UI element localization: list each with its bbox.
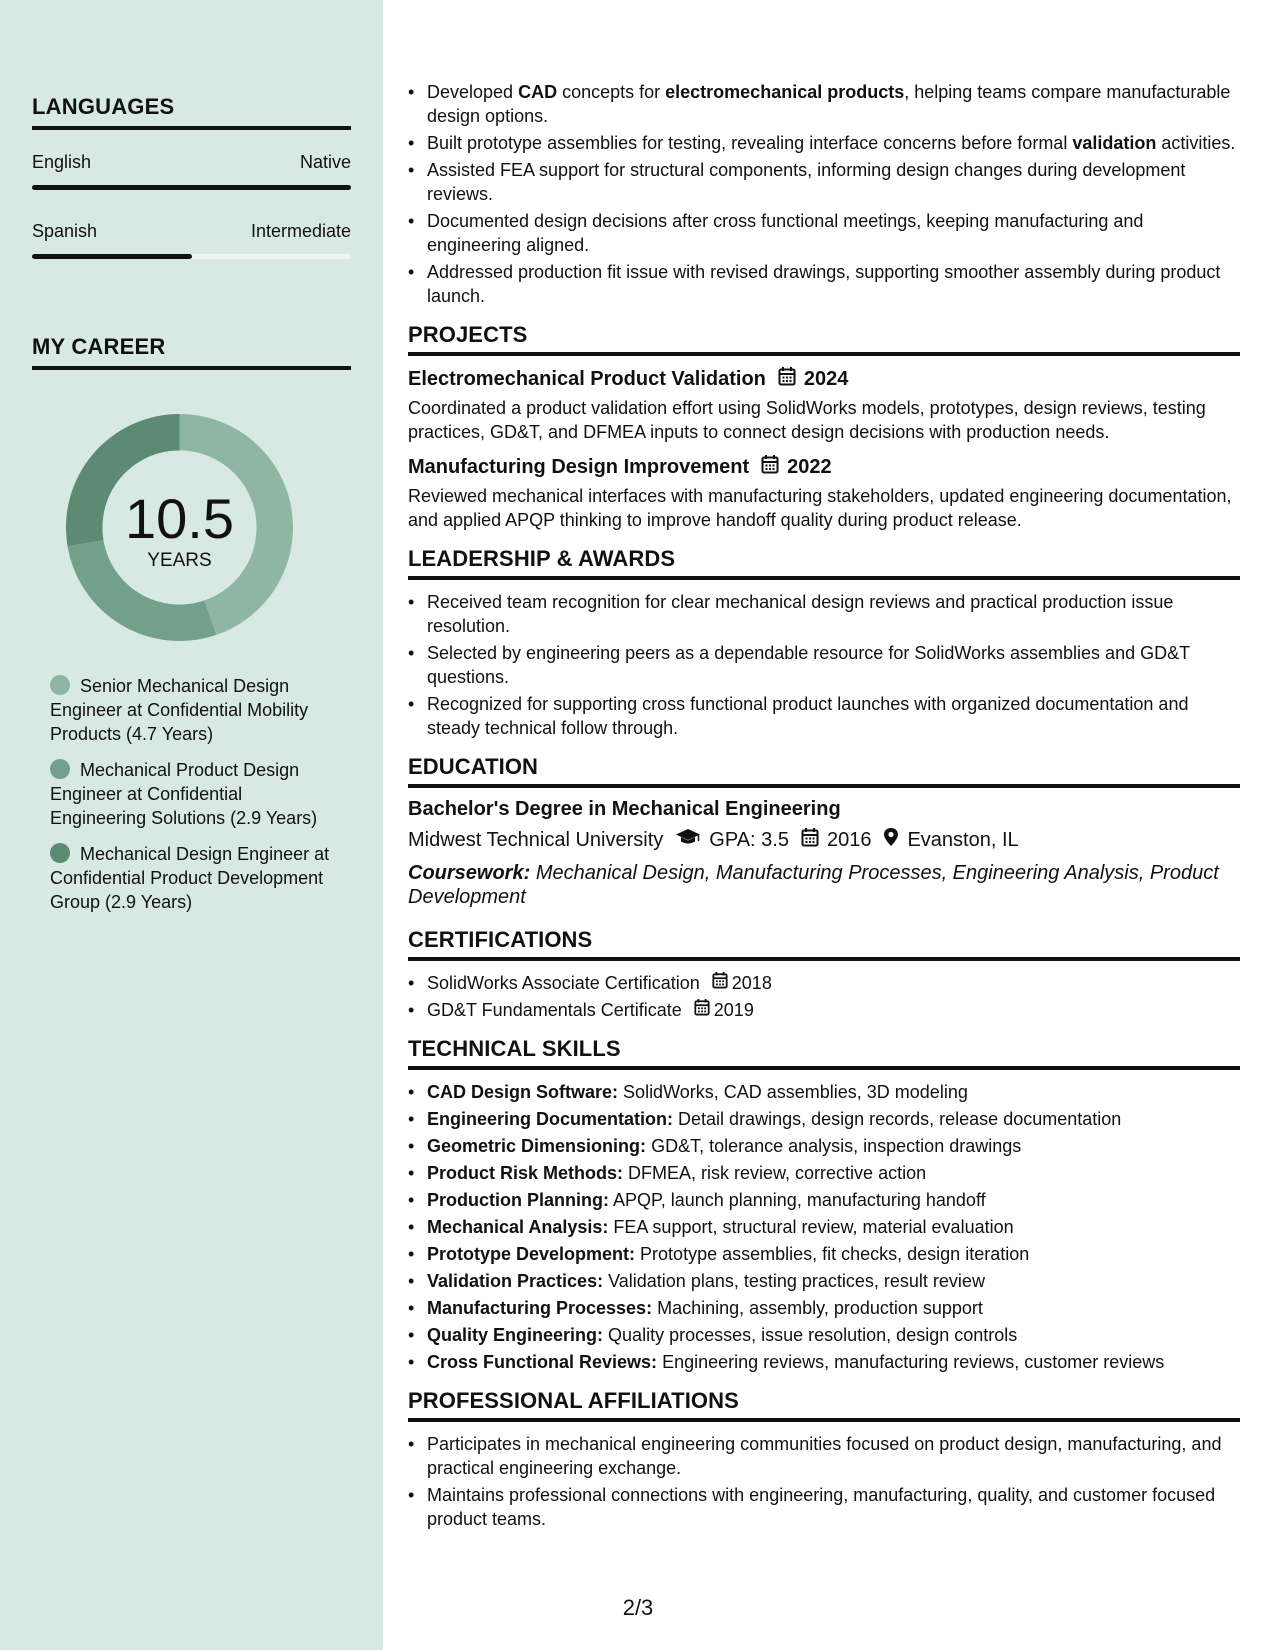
main-content xyxy=(408,80,1240,1534)
skill-label: Cross Functional Reviews: xyxy=(427,1352,658,1372)
career-item xyxy=(50,758,340,830)
career-item-text: Mechanical Product Design Engineer at Confidential Engineering Solutions (2.9 Years) xyxy=(50,760,318,828)
education-school: Midwest Technical University xyxy=(408,828,664,851)
experience-bullet xyxy=(408,80,1240,128)
skill-label: CAD Design Software: xyxy=(427,1082,619,1102)
skill-value: Engineering reviews, manufacturing reviews, customer reviews xyxy=(662,1352,1165,1372)
skill-label: Manufacturing Processes: xyxy=(427,1298,653,1318)
bullet-text: Addressed production fit issue with revised drawings, supporting smoother assembly during product launch. xyxy=(427,262,1221,306)
bullet-bold-text: CAD xyxy=(518,82,558,102)
education-coursework xyxy=(408,861,1240,909)
leadership-item: • Selected by engineering peers as a dependable resource for SolidWorks assemblies and GD&T questions. xyxy=(408,641,1240,689)
certifications-heading: CERTIFICATIONS xyxy=(408,927,1240,961)
skill-label: Geometric Dimensioning: xyxy=(427,1136,647,1156)
career-total-years: 10.5 xyxy=(125,487,234,550)
language-level: Native xyxy=(299,152,351,172)
page-number: 2/3 xyxy=(622,1595,654,1620)
skill-label: Prototype Development: xyxy=(427,1244,636,1264)
skill-value: GD&T, tolerance analysis, inspection drawings xyxy=(651,1136,1022,1156)
project-description: Reviewed mechanical interfaces with manufacturing stakeholders, updated engineering documentation, and applied APQP thinking to improve handoff quality during product release. xyxy=(408,486,1232,530)
bullet-text: Assisted FEA support for structural components, informing design changes during development reviews. xyxy=(427,160,1186,204)
calendar-icon xyxy=(761,454,779,480)
project-year: 2022 xyxy=(787,455,832,478)
affiliations-list xyxy=(408,1432,1240,1531)
bullet-text: Developed xyxy=(427,82,519,102)
coursework-text: Mechanical Design, Manufacturing Processes, Engineering Analysis, Product Development xyxy=(408,862,1219,908)
project-title xyxy=(408,454,1240,480)
skill-item xyxy=(408,1269,1240,1293)
leadership-item: • Recognized for supporting cross functional product launches with organized documentation and steady technical follow through. xyxy=(408,692,1240,740)
certification-year: 2018 xyxy=(731,973,772,993)
education-year: 2016 xyxy=(826,828,872,851)
language-spanish xyxy=(32,221,351,259)
experience-bullet xyxy=(408,158,1240,206)
skill-label: Product Risk Methods: xyxy=(427,1163,624,1183)
calendar-icon xyxy=(778,366,796,392)
skills-list xyxy=(408,1080,1240,1374)
coursework-label: Coursework: xyxy=(408,862,531,884)
career-donut-chart xyxy=(66,414,293,641)
calendar-icon xyxy=(694,998,710,1022)
skill-item xyxy=(408,1161,1240,1185)
skill-item xyxy=(408,1350,1240,1374)
language-proficiency-fill xyxy=(32,185,351,190)
skill-label: Production Planning: xyxy=(427,1190,609,1210)
bullet-text: activities. xyxy=(1156,133,1236,153)
graduation-cap-icon xyxy=(675,828,701,852)
skills-heading: TECHNICAL SKILLS xyxy=(408,1036,1240,1070)
languages-heading: LANGUAGES xyxy=(32,94,351,130)
bullet-text: Built prototype assemblies for testing, revealing interface concerns before formal xyxy=(427,133,1073,153)
certification-year: 2019 xyxy=(713,1000,754,1020)
language-proficiency-bar xyxy=(32,185,351,190)
sidebar xyxy=(0,0,383,1650)
career-list xyxy=(50,674,340,926)
skill-label: Mechanical Analysis: xyxy=(427,1217,609,1237)
project-title xyxy=(408,366,1240,392)
career-years-label: YEARS xyxy=(147,550,212,571)
language-name: Spanish xyxy=(32,221,98,241)
certification-name: • SolidWorks Associate Certification xyxy=(427,973,700,993)
leadership-list xyxy=(408,590,1240,740)
calendar-icon xyxy=(712,971,728,995)
affiliation-item: • Maintains professional connections with engineering, manufacturing, quality, and customer focused product teams. xyxy=(408,1483,1240,1531)
skill-label: Engineering Documentation: xyxy=(427,1109,674,1129)
education-gpa: GPA: 3.5 xyxy=(709,828,789,851)
affiliation-item: • Participates in mechanical engineering communities focused on product design, manufacturing, and practical engineering exchange. xyxy=(408,1432,1240,1480)
skill-value: DFMEA, risk review, corrective action xyxy=(628,1163,927,1183)
language-proficiency-fill xyxy=(32,254,192,259)
experience-bullets xyxy=(408,80,1240,308)
skill-item xyxy=(408,1242,1240,1266)
career-item-text: Senior Mechanical Design Engineer at Confidential Mobility Products (4.7 Years) xyxy=(50,676,309,744)
language-english xyxy=(32,152,351,190)
career-dot-icon xyxy=(50,843,70,863)
map-pin-icon xyxy=(883,827,899,853)
skill-item xyxy=(408,1107,1240,1131)
project-item xyxy=(408,366,1240,444)
skill-value: Machining, assembly, production support xyxy=(657,1298,983,1318)
career-item-text: Mechanical Design Engineer at Confidential Product Development Group (2.9 Years) xyxy=(50,844,330,912)
career-item xyxy=(50,842,340,914)
leadership-item: • Received team recognition for clear mechanical design reviews and practical production issue resolution. xyxy=(408,590,1240,638)
language-proficiency-bar xyxy=(32,254,351,259)
education-heading: EDUCATION xyxy=(408,754,1240,788)
skill-label: Validation Practices: xyxy=(427,1271,604,1291)
bullet-bold-text: validation xyxy=(1072,133,1157,153)
skill-value: FEA support, structural review, material evaluation xyxy=(613,1217,1014,1237)
skill-value: APQP, launch planning, manufacturing handoff xyxy=(613,1190,986,1210)
experience-bullet xyxy=(408,260,1240,308)
project-name: Electromechanical Product Validation xyxy=(408,367,766,390)
bullet-text: Documented design decisions after cross functional meetings, keeping manufacturing and engineering aligned. xyxy=(427,211,1144,255)
calendar-icon xyxy=(801,827,819,853)
language-level: Intermediate xyxy=(250,221,351,241)
projects-heading: PROJECTS xyxy=(408,322,1240,356)
project-description: Coordinated a product validation effort using SolidWorks models, prototypes, design reviews, testing practices, GD&T, and DFMEA inputs to connect design decisions with production needs. xyxy=(408,398,1206,442)
skill-value: Validation plans, testing practices, result review xyxy=(608,1271,985,1291)
skill-item xyxy=(408,1215,1240,1239)
career-heading: MY CAREER xyxy=(32,334,351,370)
skill-item xyxy=(408,1188,1240,1212)
language-name: English xyxy=(32,152,92,172)
project-item xyxy=(408,454,1240,532)
skill-value: Detail drawings, design records, release documentation xyxy=(678,1109,1122,1129)
project-name: Manufacturing Design Improvement xyxy=(408,455,750,478)
skill-item xyxy=(408,1134,1240,1158)
career-item xyxy=(50,674,340,746)
certification-item xyxy=(408,998,1240,1022)
bullet-bold-text: electromechanical products xyxy=(665,82,905,102)
certifications-list xyxy=(408,971,1240,1022)
certification-item xyxy=(408,971,1240,995)
leadership-heading: LEADERSHIP & AWARDS xyxy=(408,546,1240,580)
education-details xyxy=(408,827,1240,853)
bullet-text: concepts for xyxy=(557,82,666,102)
skill-item xyxy=(408,1080,1240,1104)
bullet-text: , helping teams compare manufacturable design options. xyxy=(427,82,1231,126)
certification-name: • GD&T Fundamentals Certificate xyxy=(427,1000,682,1020)
education-location: Evanston, IL xyxy=(907,828,1019,851)
affiliations-heading: PROFESSIONAL AFFILIATIONS xyxy=(408,1388,1240,1422)
project-year: 2024 xyxy=(803,367,849,390)
experience-bullet xyxy=(408,209,1240,257)
skill-item xyxy=(408,1323,1240,1347)
skill-value: Quality processes, issue resolution, design controls xyxy=(608,1325,1018,1345)
skill-label: Quality Engineering: xyxy=(427,1325,604,1345)
education-degree: Bachelor's Degree in Mechanical Engineering xyxy=(408,798,841,820)
skill-value: SolidWorks, CAD assemblies, 3D modeling xyxy=(623,1082,968,1102)
skill-value: Prototype assemblies, fit checks, design iteration xyxy=(640,1244,1030,1264)
career-dot-icon xyxy=(50,675,70,695)
skill-item xyxy=(408,1296,1240,1320)
experience-bullet xyxy=(408,131,1240,155)
career-dot-icon xyxy=(50,759,70,779)
